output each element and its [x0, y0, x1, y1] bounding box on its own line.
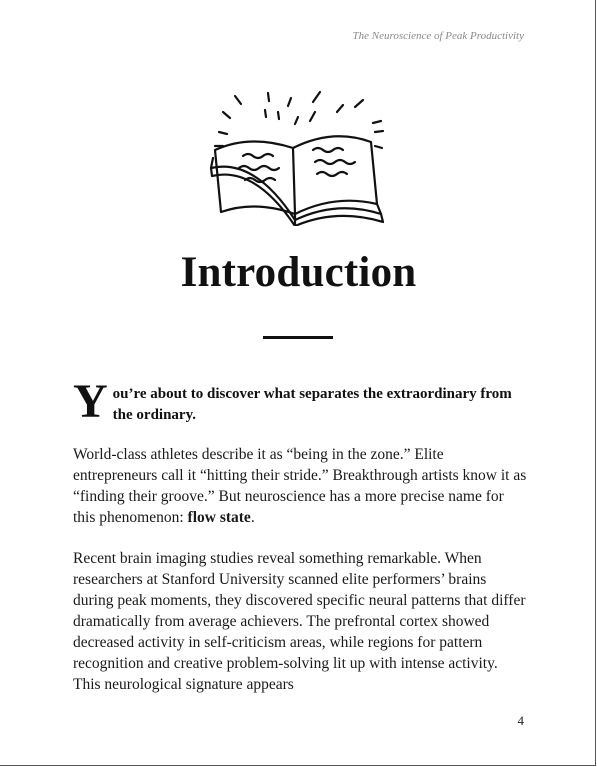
page-number: 4 [517, 713, 524, 728]
chapter-title: Introduction [180, 249, 417, 296]
body-paragraph-1 [73, 444, 528, 528]
key-term: flow state [187, 509, 251, 526]
lead-paragraph [73, 375, 523, 428]
drop-cap: Y [73, 375, 108, 428]
title-divider [263, 336, 333, 339]
paragraph-end: . [250, 509, 255, 526]
running-header: The Neuroscience of Peak Productivity [352, 30, 524, 42]
paragraph-text: World-class athletes describe it as “being in the zone.” Elite entrepreneurs call it “hitting their stride.” Breakthrough artists know it as “finding their groove.” But neuroscience has a more precise name for this phenomenon: [73, 446, 527, 526]
body-paragraph-2: Recent brain imaging studies reveal something remarkable. When researchers at Stanford University scanned elite performers’ brains during peak moments, they discovered specific neural patterns that differ dramatically from average achievers. The prefrontal cortex showed decreased activity in self-criticism areas, while regions for pattern recognition and creative problem-solving lit up with intense activity. This neurological signature appears [73, 550, 526, 693]
open-book-icon [205, 88, 395, 226]
lead-text: ou’re about to discover what separates the extraordinary from the ordinary. [112, 386, 512, 423]
